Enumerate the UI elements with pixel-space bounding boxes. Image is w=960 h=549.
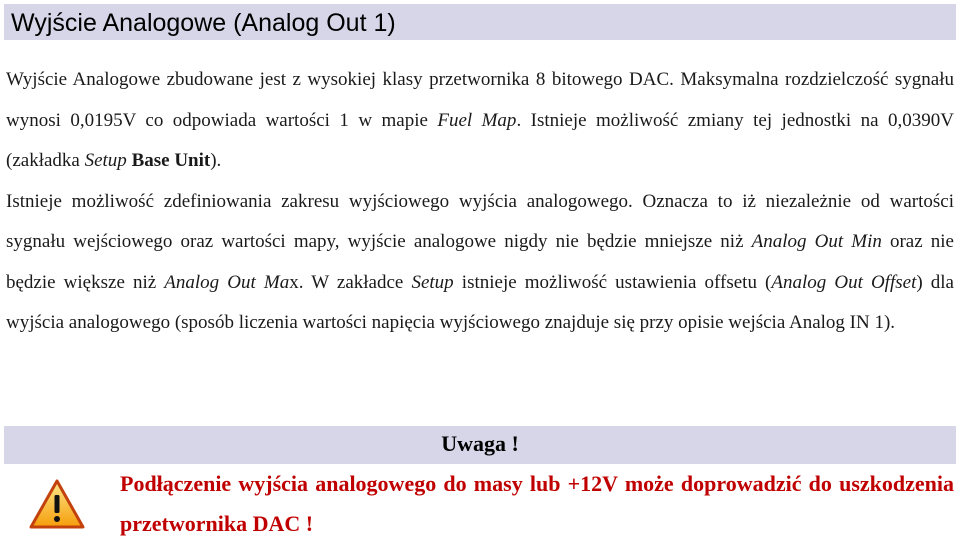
text-run: . Istnieje możliwość zmiany tej jednostki na 0,0390V (zakładka: [6, 109, 954, 171]
text-run: oraz nie będzie większe niż: [6, 231, 954, 293]
italic-run: Analog Out Min: [751, 231, 882, 252]
text-run: ).: [210, 150, 222, 171]
paragraph-dac-resolution: [6, 60, 954, 182]
text-run: istnieje możliwość ustawienia offsetu (: [453, 271, 772, 293]
bold-run: Base Unit: [131, 150, 211, 171]
italic-run: Analog Out Offset: [771, 271, 917, 293]
italic-run: Fuel Map: [437, 109, 517, 131]
warning-title: Uwaga !: [441, 431, 519, 456]
warning-row: [4, 464, 956, 549]
title-bar: [4, 4, 956, 40]
text-run: ) dla wyjścia analogowego (sposób liczenia wartości napięcia wyjściowego znajduje się przy opisie wejścia Analog IN 1).: [6, 271, 954, 333]
italic-run: Setup: [84, 150, 127, 171]
text-run: Istnieje możliwość zdefiniowania zakresu wyjściowego wyjścia analogowego. Oznacza to iż niezależnie od wartości sygnału wejściowego oraz wartości mapy, wyjście analogowe nigdy nie będzie mniejsze niż: [6, 190, 954, 252]
document-body: [6, 60, 954, 344]
warning-triangle-icon: [28, 478, 86, 530]
paragraph-output-range: [6, 182, 954, 344]
italic-run: Analog Out Ma: [164, 271, 290, 293]
warning-text: Podłączenie wyjścia analogowego do masy lub +12V może doprowadzić do uszkodzenia przetwornika DAC !: [120, 471, 954, 536]
warning-header: [4, 426, 956, 464]
italic-run: Setup: [411, 271, 454, 293]
text-run: Wyjście Analogowe zbudowane jest z wysokiej klasy przetwornika 8 bitowego DAC. Maksymalna rozdzielczość sygnału wynosi 0,0195V co odpowiada wartości 1 w mapie: [6, 69, 954, 131]
page-title: Wyjście Analogowe (Analog Out 1): [11, 9, 396, 37]
text-run: x. W zakładce: [289, 271, 412, 293]
